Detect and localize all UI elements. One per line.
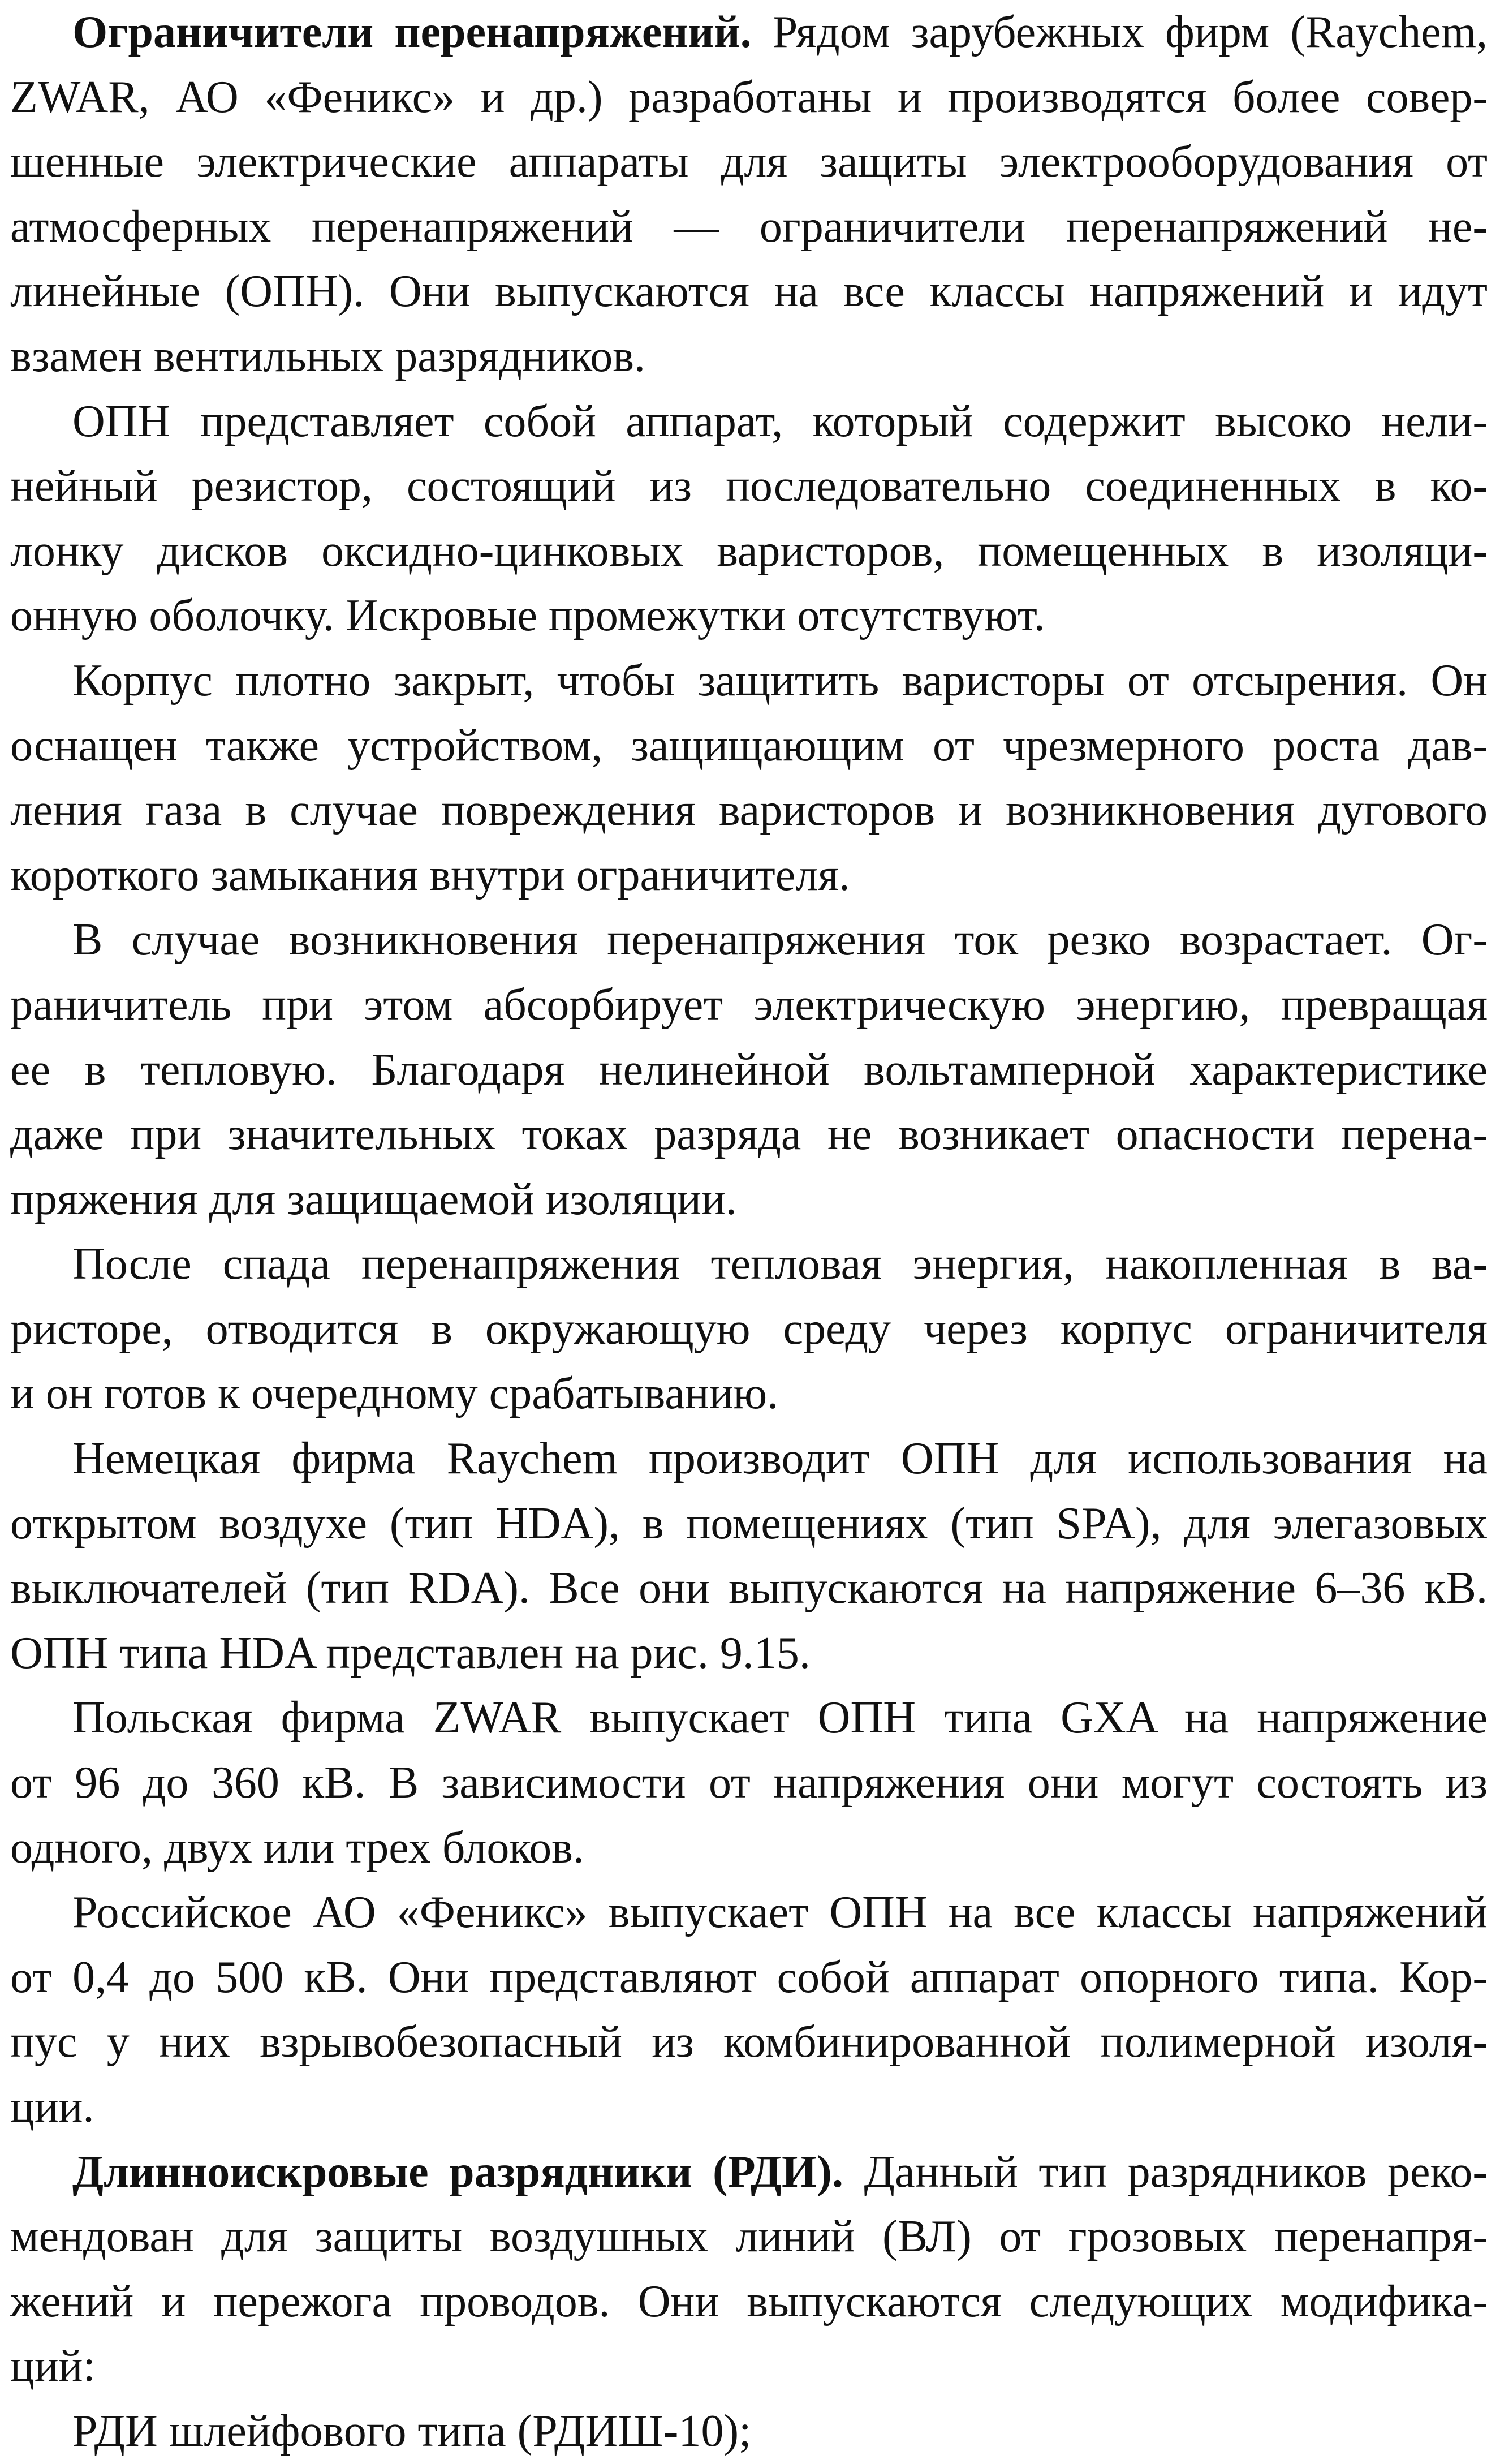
text-line: ОПН представляет собой аппарат, который содержит высоко нели- — [72, 396, 1488, 446]
paragraph-opn-description — [10, 389, 1488, 648]
paragraph-phoenix — [10, 1880, 1488, 2139]
text-line: нейный резистор, состоящий из последовательно соединенных в ко- — [10, 461, 1488, 511]
paragraph-rdi-list-item — [10, 2399, 1488, 2464]
text-line: ций: — [10, 2341, 96, 2392]
text-line: оснащен также устройством, защищающим от чрезмерного роста дав- — [10, 720, 1488, 771]
paragraph-zwar — [10, 1685, 1488, 1880]
paragraph-raychem — [10, 1426, 1488, 1685]
paragraph-housing — [10, 648, 1488, 908]
run-in-heading: Длинноискровые разрядники (РДИ). — [72, 2147, 843, 2197]
text-line: от 0,4 до 500 кВ. Они представляют собой аппарат опорного типа. Кор- — [10, 1952, 1488, 2002]
text-line: жений и пережога проводов. Они выпускаются следующих модифика- — [10, 2276, 1488, 2327]
text-line: ции. — [10, 2082, 94, 2132]
text-line: ОПН типа HDA представлен на рис. 9.15. — [10, 1628, 811, 1678]
text-line: шенные электрические аппараты для защиты электрооборудования от — [10, 137, 1488, 187]
text-line: ZWAR, АО «Феникс» и др.) разработаны и производятся более совер- — [10, 72, 1488, 122]
paragraph-long-spark-arresters — [10, 2140, 1488, 2399]
text-line: ристоре, отводится в окружающую среду через корпус ограничителя — [10, 1304, 1488, 1354]
text-line: лонку дисков оксидно-цинковых варисторов, помещенных в изоляци- — [10, 526, 1488, 576]
text-line: взамен вентильных разрядников. — [10, 331, 646, 381]
text-line: от 96 до 360 кВ. В зависимости от напряжения они могут состоять из — [10, 1758, 1488, 1808]
text-line: мендован для защиты воздушных линий (ВЛ) от грозовых перенапря- — [10, 2212, 1488, 2262]
text-line: пряжения для защищаемой изоляции. — [10, 1174, 737, 1224]
text-line: Корпус плотно закрыт, чтобы защитить варисторы от отсырения. Он — [72, 655, 1488, 706]
text-line: одного, двух или трех блоков. — [10, 1822, 584, 1873]
text-line: Длинноискровые разрядники (РДИ). Данный тип разрядников реко- — [72, 2147, 1488, 2197]
text-line: ления газа в случае повреждения варисторов и возникновения дугового — [10, 785, 1488, 836]
text-line: раничитель при этом абсорбирует электрическую энергию, превращая — [10, 979, 1488, 1030]
text-line: онную оболочку. Искровые промежутки отсутствуют. — [10, 591, 1045, 641]
document-page — [10, 0, 1488, 2456]
text-line: ее в тепловую. Благодаря нелинейной вольтамперной характеристике — [10, 1044, 1488, 1095]
text-line: После спада перенапряжения тепловая энергия, накопленная в ва- — [72, 1239, 1488, 1289]
text-line: открытом воздухе (тип HDA), в помещениях (тип SPA), для элегазовых — [10, 1498, 1488, 1549]
paragraph-surge-limiters — [10, 0, 1488, 389]
text-line: Немецкая фирма Raychem производит ОПН для использования на — [72, 1434, 1488, 1484]
paragraph-overvoltage-event — [10, 908, 1488, 1232]
text-line: пус у них взрывобезопасный из комбинированной полимерной изоля- — [10, 2017, 1488, 2067]
text-line: даже при значительных токах разряда не возникает опасности перена- — [10, 1110, 1488, 1160]
text-line: атмосферных перенапряжений — ограничители перенапряжений не- — [10, 201, 1488, 252]
text-line: линейные (ОПН). Они выпускаются на все классы напряжений и идут — [10, 266, 1488, 317]
text-line: В случае возникновения перенапряжения ток резко возрастает. Ог- — [72, 915, 1488, 965]
paragraph-after-overvoltage — [10, 1232, 1488, 1426]
text-line: выключателей (тип RDA). Все они выпускаются на напряжение 6–36 кВ. — [10, 1563, 1488, 1614]
text-line: и он готов к очередному срабатыванию. — [10, 1369, 779, 1419]
text-line: короткого замыкания внутри ограничителя. — [10, 850, 850, 900]
text-line: Российское АО «Феникс» выпускает ОПН на все классы напряжений — [72, 1887, 1488, 1938]
text-line: Польская фирма ZWAR выпускает ОПН типа GXA на напряжение — [72, 1693, 1488, 1743]
list-item: РДИ шлейфового типа (РДИШ-10); — [72, 2406, 752, 2456]
text-line: Ограничители перенапряжений. Рядом зарубежных фирм (Raychem, — [72, 7, 1488, 57]
run-in-heading: Ограничители перенапряжений. — [72, 7, 752, 57]
